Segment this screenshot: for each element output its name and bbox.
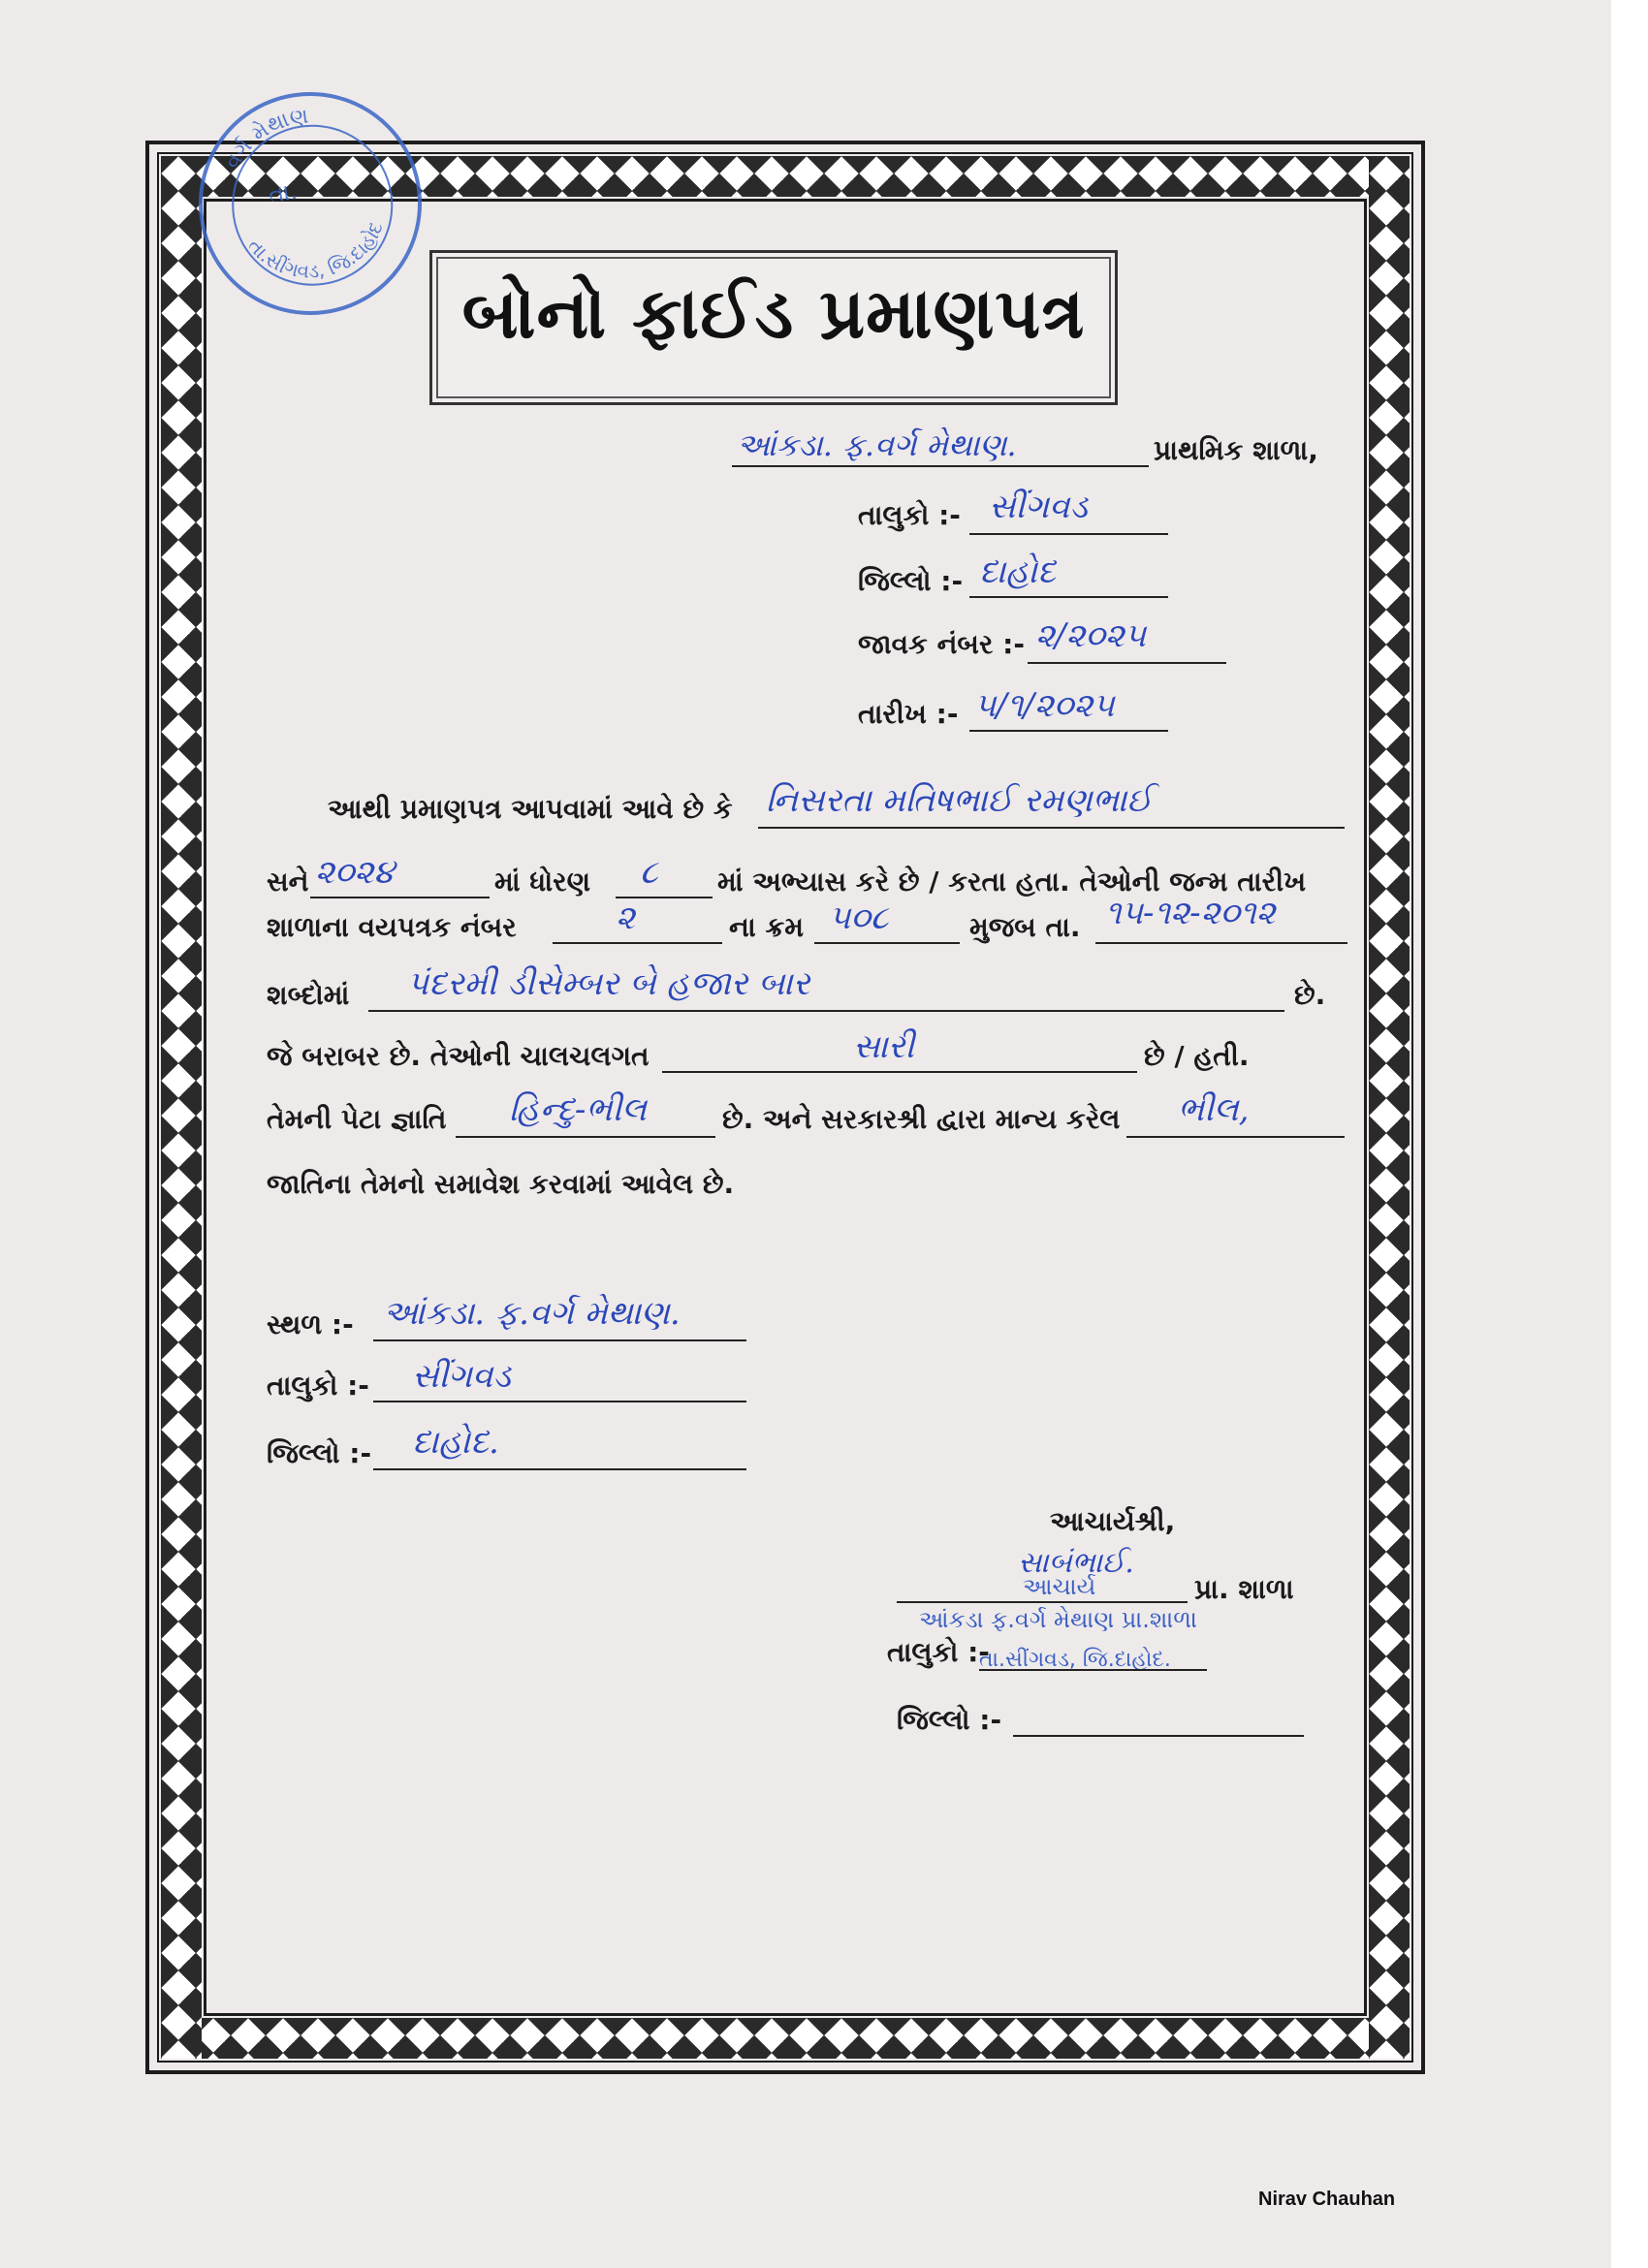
principal-title: આચાર્યશ્રી, — [1050, 1505, 1176, 1537]
signature-district-label: જિલ્લો :- — [897, 1704, 1002, 1736]
stamp-school-name: આંકડા ફ.વર્ગ મેથાણ પ્રા.શાળા — [919, 1606, 1197, 1633]
signature-taluka-line — [979, 1669, 1207, 1671]
conduct-suffix: છે / હતી. — [1144, 1040, 1250, 1072]
words-label: શબ્દોમાં — [267, 979, 350, 1011]
svg-text:વર્ગ મેથાણ — [214, 104, 315, 175]
serial-line — [814, 942, 960, 944]
header-taluka-value: સીંગવડ — [989, 488, 1088, 526]
header-outward-label: જાવક નંબર :- — [858, 628, 1025, 660]
standard-value: ૮ — [640, 853, 658, 892]
govt-text: છે. અને સરકારશ્રી દ્વારા માન્ય કરેલ — [722, 1103, 1121, 1135]
subcaste-label: તેમની પેટા જ્ઞાતિ — [267, 1103, 447, 1135]
header-district-line — [969, 596, 1168, 598]
school-name-value: આંકડા. ફ.વર્ગ મેથાણ. — [737, 426, 1017, 463]
paper-edge — [1611, 0, 1648, 2268]
title-box — [429, 250, 1118, 405]
dob-words-line — [368, 1010, 1284, 1012]
place-line — [373, 1339, 746, 1341]
header-taluka-line — [969, 533, 1168, 535]
signature-district-line — [1013, 1735, 1304, 1737]
header-taluka-label: તાલુકો :- — [858, 499, 961, 531]
place-value: આંકડા. ફ.વર્ગ મેથાણ. — [383, 1294, 681, 1333]
place-label: સ્થળ :- — [267, 1308, 354, 1340]
signature-school-label: પ્રા. શાળા — [1194, 1573, 1294, 1605]
header-date-label: તારીખ :- — [858, 698, 959, 730]
header-date-value: ૫/૧/૨૦૨૫ — [974, 686, 1115, 725]
year-label: સને — [267, 866, 309, 898]
header-outward-line — [1028, 662, 1226, 664]
serial-label: ના ક્રમ — [729, 911, 805, 943]
header-district-value: દાહોદ — [979, 552, 1057, 591]
signature-school-line — [897, 1601, 1188, 1603]
footer-taluka-value: સીંગવડ — [412, 1357, 511, 1396]
stamp-designation: આચાર્ય — [1023, 1573, 1096, 1600]
header-district-label: જિલ્લો :- — [858, 565, 964, 597]
subcaste-value: હિન્દુ-ભીલ — [509, 1090, 648, 1129]
as-per-label: મુજબ તા. — [969, 911, 1081, 943]
conduct-line — [662, 1071, 1137, 1073]
dob-line — [1095, 942, 1347, 944]
register-line — [553, 942, 722, 944]
border-pattern-bottom — [161, 2018, 1410, 2059]
header-outward-value: ૨/૨૦૨૫ — [1035, 616, 1147, 655]
stamp-address: તા.સીંગવડ, જિ.દાહોદ. — [979, 1648, 1171, 1672]
border-pattern-right — [1369, 156, 1410, 2059]
register-value: ૨ — [616, 898, 635, 937]
footer-district-line — [373, 1468, 746, 1470]
dob-words-value: પંદરમી ડીસેમ્બર બે હજાર બાર — [407, 964, 810, 1003]
conduct-value: સારી — [853, 1027, 915, 1066]
caste-line — [1126, 1136, 1345, 1138]
words-is-label: છે. — [1294, 979, 1326, 1011]
certificate-title: બોનો ફાઈડ પ્રમાણપત્ર — [461, 272, 1086, 354]
student-name-line — [758, 827, 1345, 829]
footer-district-value: દાહોદ. — [412, 1423, 499, 1462]
caste-value: ભીલ, — [1178, 1090, 1250, 1129]
principal-signature: સાબંભાઈ. — [1018, 1546, 1134, 1580]
body-intro-text: આથી પ્રમાણપત્ર આપવામાં આવે છે કે — [328, 793, 733, 825]
school-name-line — [732, 465, 1149, 467]
school-seal-stamp — [184, 78, 436, 330]
footer-taluka-label: તાલુકો :- — [267, 1370, 369, 1402]
study-text: માં અભ્યાસ કરે છે / કરતા હતા. તેઓની જન્મ તારીખ — [717, 866, 1307, 898]
border-pattern-left — [161, 156, 202, 2059]
header-date-line — [969, 730, 1168, 732]
subcaste-line — [456, 1136, 715, 1138]
caste-suffix-text: જાતિના તેમનો સમાવેશ કરવામાં આવેલ છે. — [267, 1168, 735, 1200]
seal-middle-text: તા. — [267, 176, 300, 208]
seal-text-ring — [189, 82, 432, 326]
seal-bottom-text: તા.સીંગવડ, જિ.દાહોદ — [243, 218, 388, 283]
dob-value: ૧૫-૧૨-૨૦૧૨ — [1105, 894, 1276, 932]
school-type-label: પ્રાથમિક શાળા, — [1154, 434, 1318, 466]
serial-value: ૫૦૮ — [829, 898, 889, 937]
register-label: શાળાના વયપત્રક નંબર — [267, 911, 517, 943]
signature-taluka-label: તાલુકો :- — [887, 1636, 990, 1668]
year-value: ૨૦૨૪ — [315, 853, 395, 892]
svg-text:તા.સીંગવડ, જિ.દાહોદ — [241, 215, 394, 292]
conduct-label: જે બરાબર છે. તેઓની ચાલચલગત — [267, 1040, 650, 1072]
footer-district-label: જિલ્લો :- — [267, 1437, 372, 1469]
seal-ring-text: વર્ગ મેથાણ — [220, 104, 310, 173]
footer-credit: Nirav Chauhan — [1258, 2189, 1396, 2210]
student-name-value: નિસરતા મતિષભાઈ રમણભાઈ — [766, 781, 1153, 820]
year-line — [310, 897, 490, 898]
footer-taluka-line — [373, 1401, 746, 1402]
standard-label: માં ધોરણ — [494, 866, 591, 898]
